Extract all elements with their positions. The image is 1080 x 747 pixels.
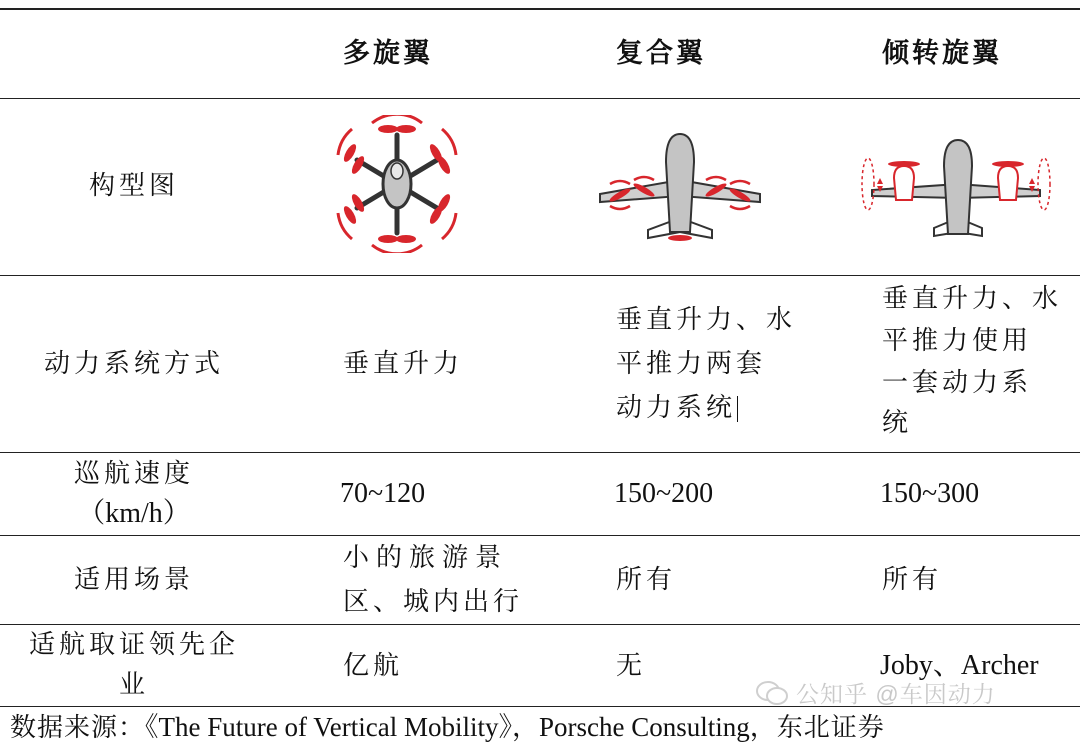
cert-tiltrotor: Joby、Archer [880,650,1039,681]
row-label-cert [0,625,268,705]
tiltrotor-diagram [860,138,1052,242]
source-prefix: 数据来源： [10,713,146,743]
power-tiltrotor [882,279,1062,443]
row-label-scenario: 适用场景 [73,565,194,595]
scenario-multirotor [343,538,523,622]
cert-multirotor: 亿航 [343,651,404,681]
compound-wing-diagram [596,132,764,244]
power-compound [616,300,796,428]
row-label-power: 动力系统方式 [43,349,224,379]
power-multirotor: 垂直升力 [343,349,464,379]
row-label-cert-line2: 业 [118,670,149,700]
row-label-cert-line1: 适航取证领先企 [28,630,239,660]
source-title: 《The Future of Vertical Mobility》 [145,712,512,742]
power-compound-line3-text: 动力系统 [616,393,737,423]
power-compound-line2: 平推力两套 [616,349,767,379]
row-rule-2 [0,452,1080,453]
speed-multirotor: 70~120 [340,478,426,509]
power-compound-line3 [616,388,796,428]
header-tiltrotor: 倾转旋翼 [882,38,1002,69]
text-cursor [737,396,738,422]
row-label-speed-line1: 巡航速度 [73,459,194,489]
power-tiltrotor-line3: 一套动力系 [882,368,1033,398]
row-rule-3 [0,535,1080,536]
scenario-multirotor-line1: 小的旅游景 [343,543,509,573]
speed-compound: 150~200 [614,478,714,509]
cert-compound: 无 [616,651,647,681]
header-multirotor: 多旋翼 [343,38,433,69]
watermark: 公知乎 @车因动力 [796,681,996,707]
row-label-speed-line2: （km/h） [77,498,191,529]
multirotor-diagram [330,115,464,253]
source-line [10,708,885,747]
source-broker: 东北证券 [776,713,885,743]
header-rule [0,98,1080,99]
header-compound-wing: 复合翼 [616,38,706,69]
wechat-logo-icon [755,680,789,706]
row-rule-1 [0,275,1080,276]
scenario-compound: 所有 [616,565,677,595]
top-rule [0,8,1080,10]
row-label-diagram: 构型图 [88,171,179,201]
scenario-tiltrotor: 所有 [882,565,943,595]
scenario-multirotor-line2: 区、城内出行 [343,587,524,617]
source-publisher: ，Porsche Consulting， [511,712,777,742]
speed-tiltrotor: 150~300 [880,478,980,509]
power-tiltrotor-line4: 统 [882,408,913,438]
power-tiltrotor-line1: 垂直升力、水 [882,284,1063,314]
power-compound-line1: 垂直升力、水 [616,305,797,335]
power-tiltrotor-line2: 平推力使用 [882,326,1033,356]
row-label-speed [0,454,268,534]
